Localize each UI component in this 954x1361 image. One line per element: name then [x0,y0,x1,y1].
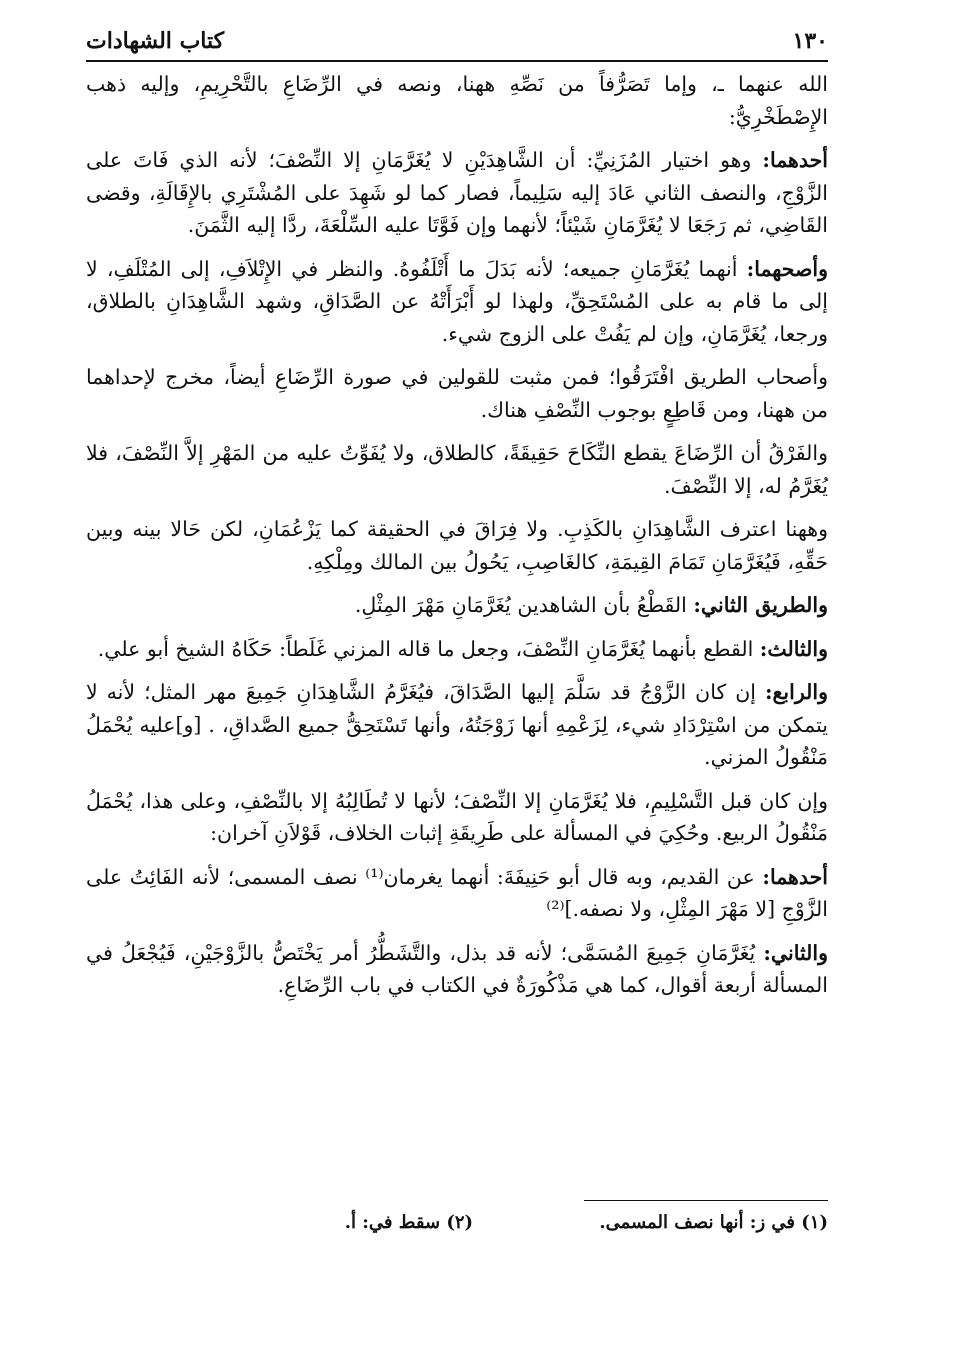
paragraph-text: وههنا اعترف الشَّاهِدَانِ بالكَذِبِ. ولا فِرَاقَ في الحقيقة كما يَزْعُمَانِ، لكن حَالا بينه وبين حَقِّهِ، فَيُغَرَّمَانِ تَمَامَ القِيمَةِ، كالغَاصِبِ، يَحُولُ بين المالك ومِلْكِهِ. [86,517,828,574]
paragraph-lead: والطريق الثاني: [693,593,828,617]
paragraph [86,937,828,1002]
footnote-1: (١) في ز: أنها نصف المسمى. [599,1212,828,1233]
paragraph [86,361,828,426]
paragraph [86,676,828,774]
paragraph-text: عن القديم، وبه قال أبو حَنِيفَةَ: أنهما يغرمان⁽¹⁾ نصف المسمى؛ لأنه الفَائِتُ على الزَّوْجِ [لا مَهْرَ المِثْلِ، ولا نصفه.]⁽²⁾ [86,864,828,921]
paragraph [86,437,828,502]
footnote-2: (٢) سقط في: أ. [344,1212,474,1233]
paragraph-lead: والثاني: [763,940,828,965]
paragraph-lead: والثالث: [759,636,828,661]
paragraph-lead: وأصحهما: [746,256,828,281]
paragraph-text: وإن كان قبل التَّسْلِيمِ، فلا يُغَرَّمَانِ إلا النِّصْفَ؛ لأنها لا تُطَالِبُهُ إلا بالنِّصْفِ، وعلى هذا، يُحْمَلُ مَنْقُولُ الربيع. وحُكِيَ في المسألة على طَرِيقَةِ إثبات الخلاف، قَوْلاَنِ آخران: [86,788,828,845]
paragraph-text: والفَرْقُ أن الرِّضَاعَ يقطع النِّكَاحَ حَقِيقَةً، كالطلاق، ولا يُفَوِّتُ عليه من المَهْرِ إلاَّ النِّصْفَ، فلا يُغَرَّمُ له، إلا النِّصْفَ. [86,441,828,498]
footnote-divider [584,1200,828,1201]
page-number: ١٣٠ [792,28,828,54]
paragraph [86,589,828,622]
paragraph-text: وهو اختيار المُزَنِيِّ: أن الشَّاهِدَيْنِ لا يُغَرَّمَانِ إلا النِّصْفَ؛ لأنه الذي فَاتَ على الزَّوْجِ، والنصف الثاني عَادَ إليه سَلِيماً، فصار كما لو شَهِدَ على المُشْتَرِي بالإِقَالَةِ، وقضى القَاضِي، ثم رَجَعَا لا يُغَرَّمَانِ شَيْئاً؛ لأنهما وإن فَوَّتَا عليه السِّلْعَةَ، ردَّا إليه الثَّمَنَ. [86,148,828,237]
paragraph [86,144,828,242]
running-title: كتاب الشهادات [86,28,225,54]
page-header [86,14,828,54]
paragraph-text: يُغَرَّمَانِ جَمِيعَ المُسَمَّى؛ لأنه قد بذل، والتَّشَطُّرُ أمر يَخْتَصُّ بالزَّوْجَيْنِ، فَيُجْعَلُ في المسألة أربعة أقوال، كما هي مَذْكُورَةٌ في الكتاب في باب الرِّضَاعِ. [86,940,828,997]
paragraph-lead: والرابع: [764,680,828,704]
paragraph-text: القَطْعُ بأن الشاهدين يُغَرَّمَانِ مَهْرَ المِثْلِ. [354,593,694,617]
paragraph-text: الله عنهما ـ، وإما تَصَرُّفاً من نَصِّهِ ههنا، ونصه في الرِّضَاعِ بالتَّحْرِيمِ، وإليه ذهب الإِصْطَخْرِيُّ: [86,72,828,129]
paragraph [86,861,828,926]
header-divider [86,60,828,62]
paragraph-lead: أحدهما: [762,148,828,172]
paragraph [86,253,828,351]
paragraph-text: إن كان الزَّوْجُ قد سَلَّمَ إليها الصَّدَاقَ، فيُغَرَّمُ الشَّاهِدَانِ جَمِيعَ مهر المثل؛ لأنه لا يتمكن من اسْتِرْدَادِ شيء، لِزَعْمِهِ أنها زَوْجَتُهُ، وأنها تَسْتَحِقُّ جميع الصَّداقِ، . [و]عليه يُحْمَلُ مَنْقُولُ المزني. [86,680,828,769]
footnotes [86,1208,828,1238]
paragraph-text: القطع بأنهما يُغَرَّمَانِ النِّصْفَ، وجعل ما قاله المزني غَلَطاً: حَكَاهُ الشيخ أبو علي. [97,636,760,661]
paragraph-text: وأصحاب الطريق افْتَرَقُوا؛ فمن مثبت للقولين في صورة الرِّضَاعِ أيضاً، مخرج لإحداهما من ههنا، ومن قَاطِعٍ بوجوب النِّصْفِ هناك. [86,365,828,422]
paragraph-text: أنهما يُغَرَّمَانِ جميعه؛ لأنه بَدَلَ ما أَتْلَفُوهُ. والنظر في الإِتْلاَفِ، إلى المُتْلَفِ، لا إلى ما قام به على المُسْتَحِقِّ، ولهذا لو أَبْرَأَتْهُ عن الصَّدَاقِ، وشهد الشَّاهِدَانِ بالطلاق، ورجعا، يُغَرَّمَانِ، وإن لم يَفُتْ على الزوج شيء. [86,256,828,346]
paragraph-lead: أحدهما: [762,864,828,889]
paragraph [86,513,828,578]
paragraph [86,785,828,850]
paragraph [86,68,828,133]
main-text [86,68,828,1013]
paragraph [86,633,828,666]
